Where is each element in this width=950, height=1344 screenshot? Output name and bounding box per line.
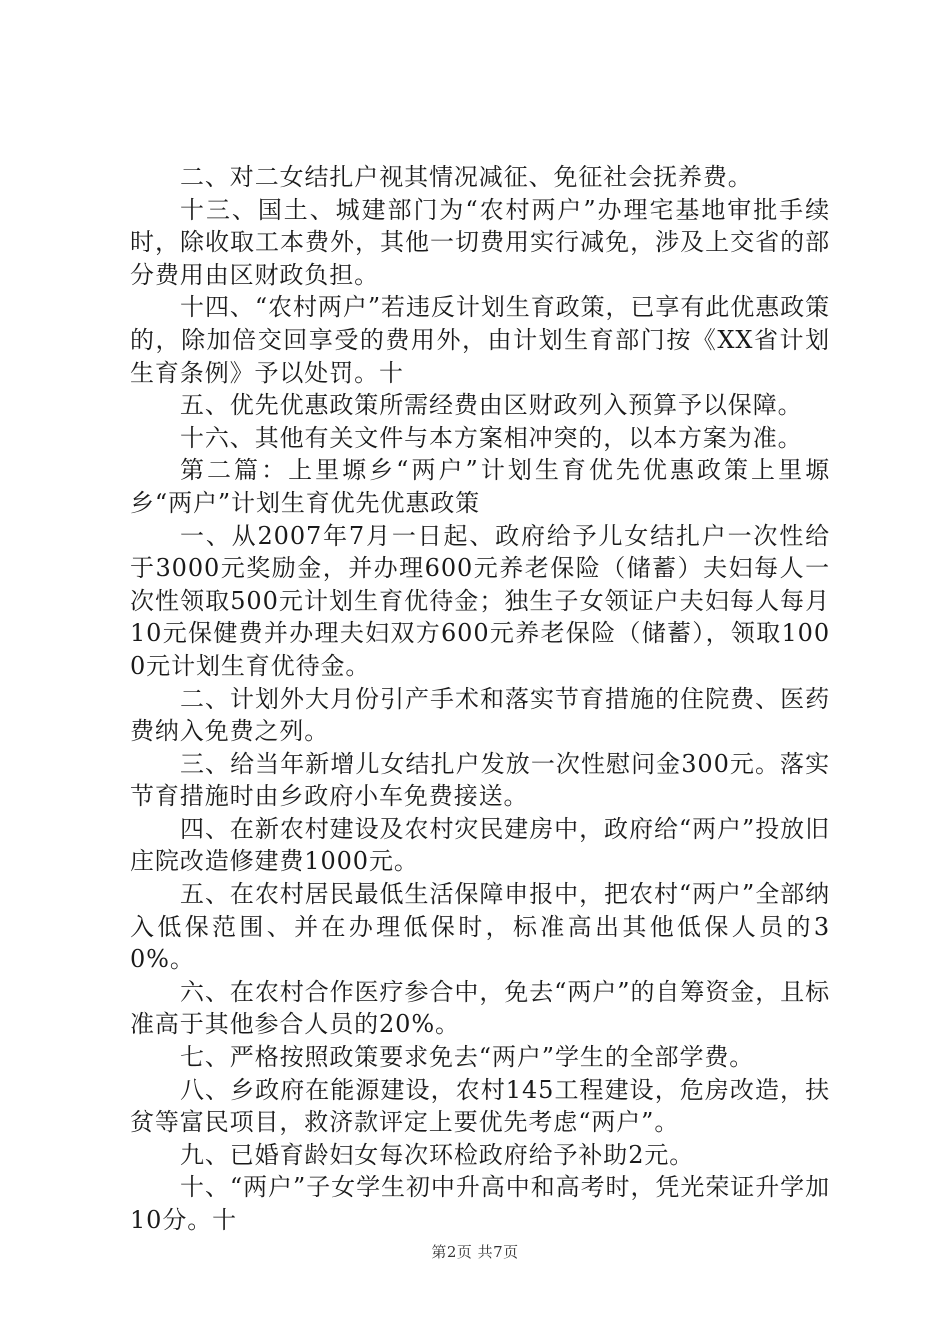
paragraph: 三、给当年新增儿女结扎户发放一次性慰问金300元。落实节育措施时由乡政府小车免费接送。 — [130, 749, 830, 811]
paragraph: 十六、其他有关文件与本方案相冲突的，以本方案为准。 — [180, 423, 803, 452]
document-body — [130, 161, 830, 1237]
paragraph: 八、乡政府在能源建设，农村145工程建设，危房改造，扶贫等富民项目，救济款评定上要优先考虑“两户”。 — [130, 1075, 830, 1137]
paragraph: 五、在农村居民最低生活保障申报中，把农村“两户”全部纳入低保范围、并在办理低保时，标准高出其他低保人员的30%。 — [130, 880, 830, 974]
paragraph: 二、对二女结扎户视其情况减征、免征社会抚养费。 — [180, 163, 753, 191]
paragraph: 二、计划外大月份引产手术和落实节育措施的住院费、医药费纳入免费之列。 — [130, 684, 830, 746]
page-number-footer: 第2页 共7页 — [431, 1243, 519, 1261]
paragraph: 十四、“农村两户”若违反计划生育政策，已享有此优惠政策的，除加倍交回享受的费用外，由计划生育部门按《XX省计划生育条例》予以处罚。十 — [130, 293, 830, 387]
paragraph: 一、从2007年7月一日起、政府给予儿女结扎户一次性给于3000元奖励金，并办理600元养老保险（储蓄）夫妇每人一次性领取500元计划生育优待金；独生子女领证户夫妇每人每月10元保健费并办理夫妇双方600元养老保险（储蓄），领取1000元计划生育优待金。 — [130, 521, 830, 680]
paragraph: 五、优先优惠政策所需经费由区财政列入预算予以保障。 — [180, 391, 803, 420]
paragraph: 六、在农村合作医疗参合中，免去“两户”的自筹资金，且标准高于其他参合人员的20%。 — [130, 977, 830, 1039]
paragraph: 十、“两户”子女学生初中升高中和高考时，凭光荣证升学加10分。十 — [130, 1173, 830, 1234]
section-heading: 第二篇：上里塬乡“两户”计划生育优先优惠政策上里塬乡“两户”计划生育优先优惠政策 — [130, 456, 830, 517]
paragraph: 九、已婚育龄妇女每次环检政府给予补助2元。 — [180, 1140, 695, 1169]
paragraph: 十三、国土、城建部门为“农村两户”办理宅基地审批手续时，除收取工本费外，其他一切费用实行减免，涉及上交省的部分费用由区财政负担。 — [130, 195, 830, 289]
paragraph: 四、在新农村建设及农村灾民建房中，政府给“两户”投放旧庄院改造修建费1000元。 — [130, 814, 830, 876]
paragraph: 七、严格按照政策要求免去“两户”学生的全部学费。 — [180, 1043, 755, 1072]
